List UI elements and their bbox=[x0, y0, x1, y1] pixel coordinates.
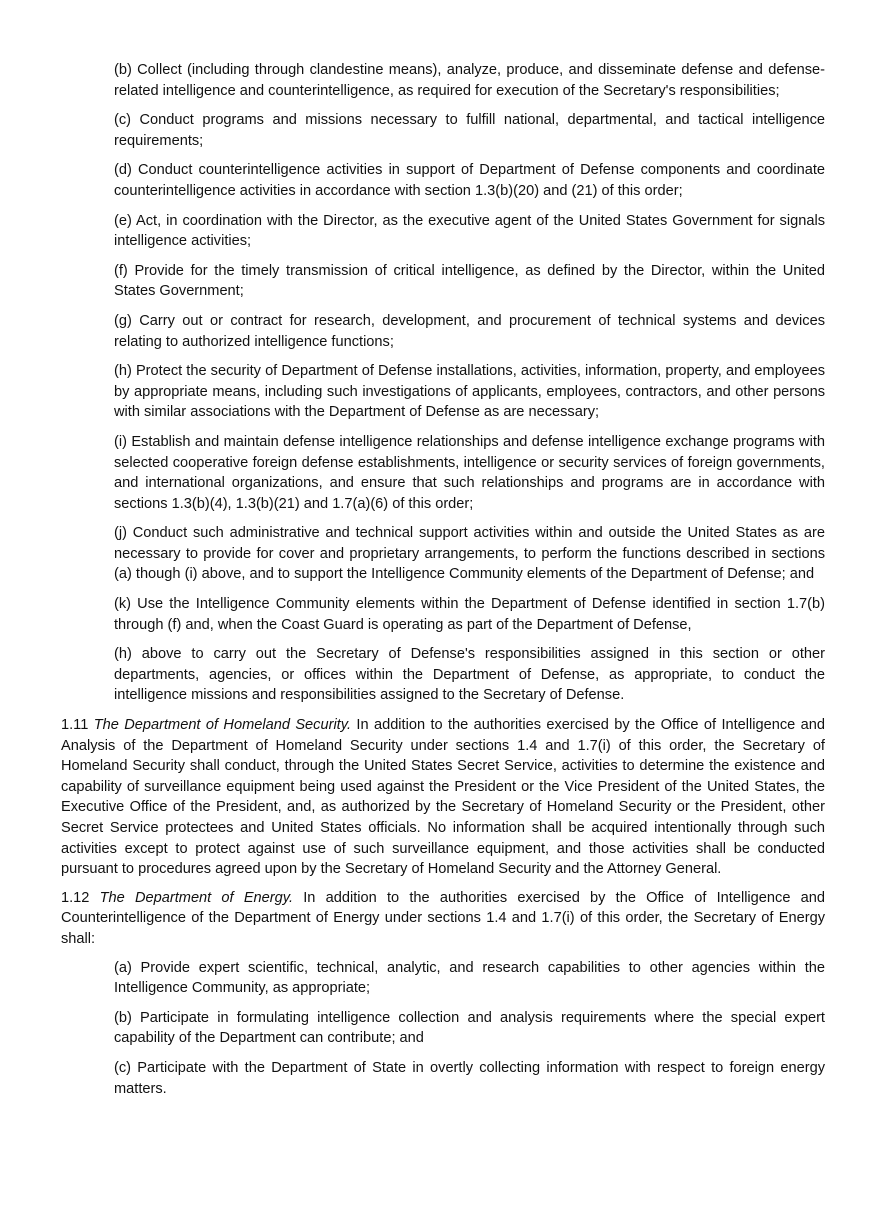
section-number: 1.12 bbox=[61, 889, 90, 906]
section-title: The Department of Energy. bbox=[99, 889, 294, 906]
dod-item-k: (k) Use the Intelligence Community elements within the Department of Defense identified in section 1.7(b) through (f) and, when the Coast Guard is operating as part of the Department of Defense, bbox=[114, 596, 825, 633]
doe-item-b: (b) Participate in formulating intelligence collection and analysis requirements where the special expert capability of the Department can contribute; and bbox=[114, 1009, 825, 1047]
dod-item-f: (f) Provide for the timely transmission of critical intelligence, as defined by the Director, within the United States Government; bbox=[114, 262, 825, 300]
section-body: In addition to the authorities exercised by the Office of Intelligence and Analysis of the Department of Homeland Security under sections 1.4 and 1.7(i) of this order, the Secretary of Homeland Security shall conduct, through the United States Secret Service, activities to determine the existence and capability of surveillance equipment being used against the President or the Vice President of the United States, the Executive Office of the President, and, as authorized by the Secretary of Homeland Security or the President, other Secret Service protectees and United States officials. No information shall be acquired intentionally through such activities except to protect against use of such surveillance equipment, and those activities shall be conducted pursuant to procedures agreed upon by the Secretary of Homeland Security and the Attorney General. bbox=[61, 717, 826, 878]
section-body: In addition to the authorities exercised by the Office of Intelligence and Counterintelligence of the Department of Energy under sections 1.4 and 1.7(i) of this order, the Secretary of Energy shall: bbox=[61, 889, 825, 947]
dod-item-c: (c) Conduct programs and missions necessary to fulfill national, departmental, and tactical intelligence requirements; bbox=[114, 112, 825, 149]
dod-item-d: (d) Conduct counterintelligence activities in support of Department of Defense components and coordinate counterintelligence activities in accordance with section 1.3(b)(20) and (21) of this order; bbox=[114, 162, 825, 199]
doe-item-a: (a) Provide expert scientific, technical, analytic, and research capabilities to other agencies within the Intelligence Community, as appropriate; bbox=[114, 959, 825, 997]
dod-item-g: (g) Carry out or contract for research, development, and procurement of technical systems and devices relating to authorized intelligence functions; bbox=[114, 312, 825, 350]
doe-item-c: (c) Participate with the Department of State in overtly collecting information with respect to foreign energy matters. bbox=[114, 1059, 825, 1097]
section-1-11 bbox=[61, 715, 825, 880]
dod-item-j: (j) Conduct such administrative and technical support activities within and outside the United States as are necessary to provide for cover and proprietary arrangements, to perform the functions described in sections (a) though (i) above, and to support the Intelligence Community elements of the Department of Defense; and bbox=[114, 525, 825, 583]
dod-item-b: (b) Collect (including through clandestine means), analyze, produce, and disseminate defense and defense-related intelligence and counterintelligence, as required for execution of the Secretary's responsibilities; bbox=[114, 62, 825, 99]
section-1-12 bbox=[61, 888, 825, 950]
dod-item-i: (i) Establish and maintain defense intelligence relationships and defense intelligence exchange programs with selected cooperative foreign defense establishments, intelligence or security services of foreign governments, and international organizations, and ensure that such relationships and programs are in accordance with sections 1.3(b)(4), 1.3(b)(21) and 1.7(a)(6) of this order; bbox=[114, 433, 825, 512]
section-title: The Department of Homeland Security. bbox=[93, 717, 352, 734]
dod-item-e: (e) Act, in coordination with the Director, as the executive agent of the United States Government for signals intelligence activities; bbox=[114, 212, 825, 250]
document-page bbox=[0, 60, 885, 1108]
dod-item-h-continued: (h) above to carry out the Secretary of Defense's responsibilities assigned in this section or other departments, agencies, or offices within the Department of Defense, as appropriate, to conduct the intelligence missions and responsibilities assigned to the Secretary of Defense. bbox=[114, 646, 825, 704]
dod-item-h: (h) Protect the security of Department of Defense installations, activities, information, property, and employees by appropriate means, including such investigations of applicants, employees, contractors, and other persons with similar associations with the Department of Defense as are necessary; bbox=[114, 363, 825, 421]
section-number: 1.11 bbox=[61, 717, 89, 734]
